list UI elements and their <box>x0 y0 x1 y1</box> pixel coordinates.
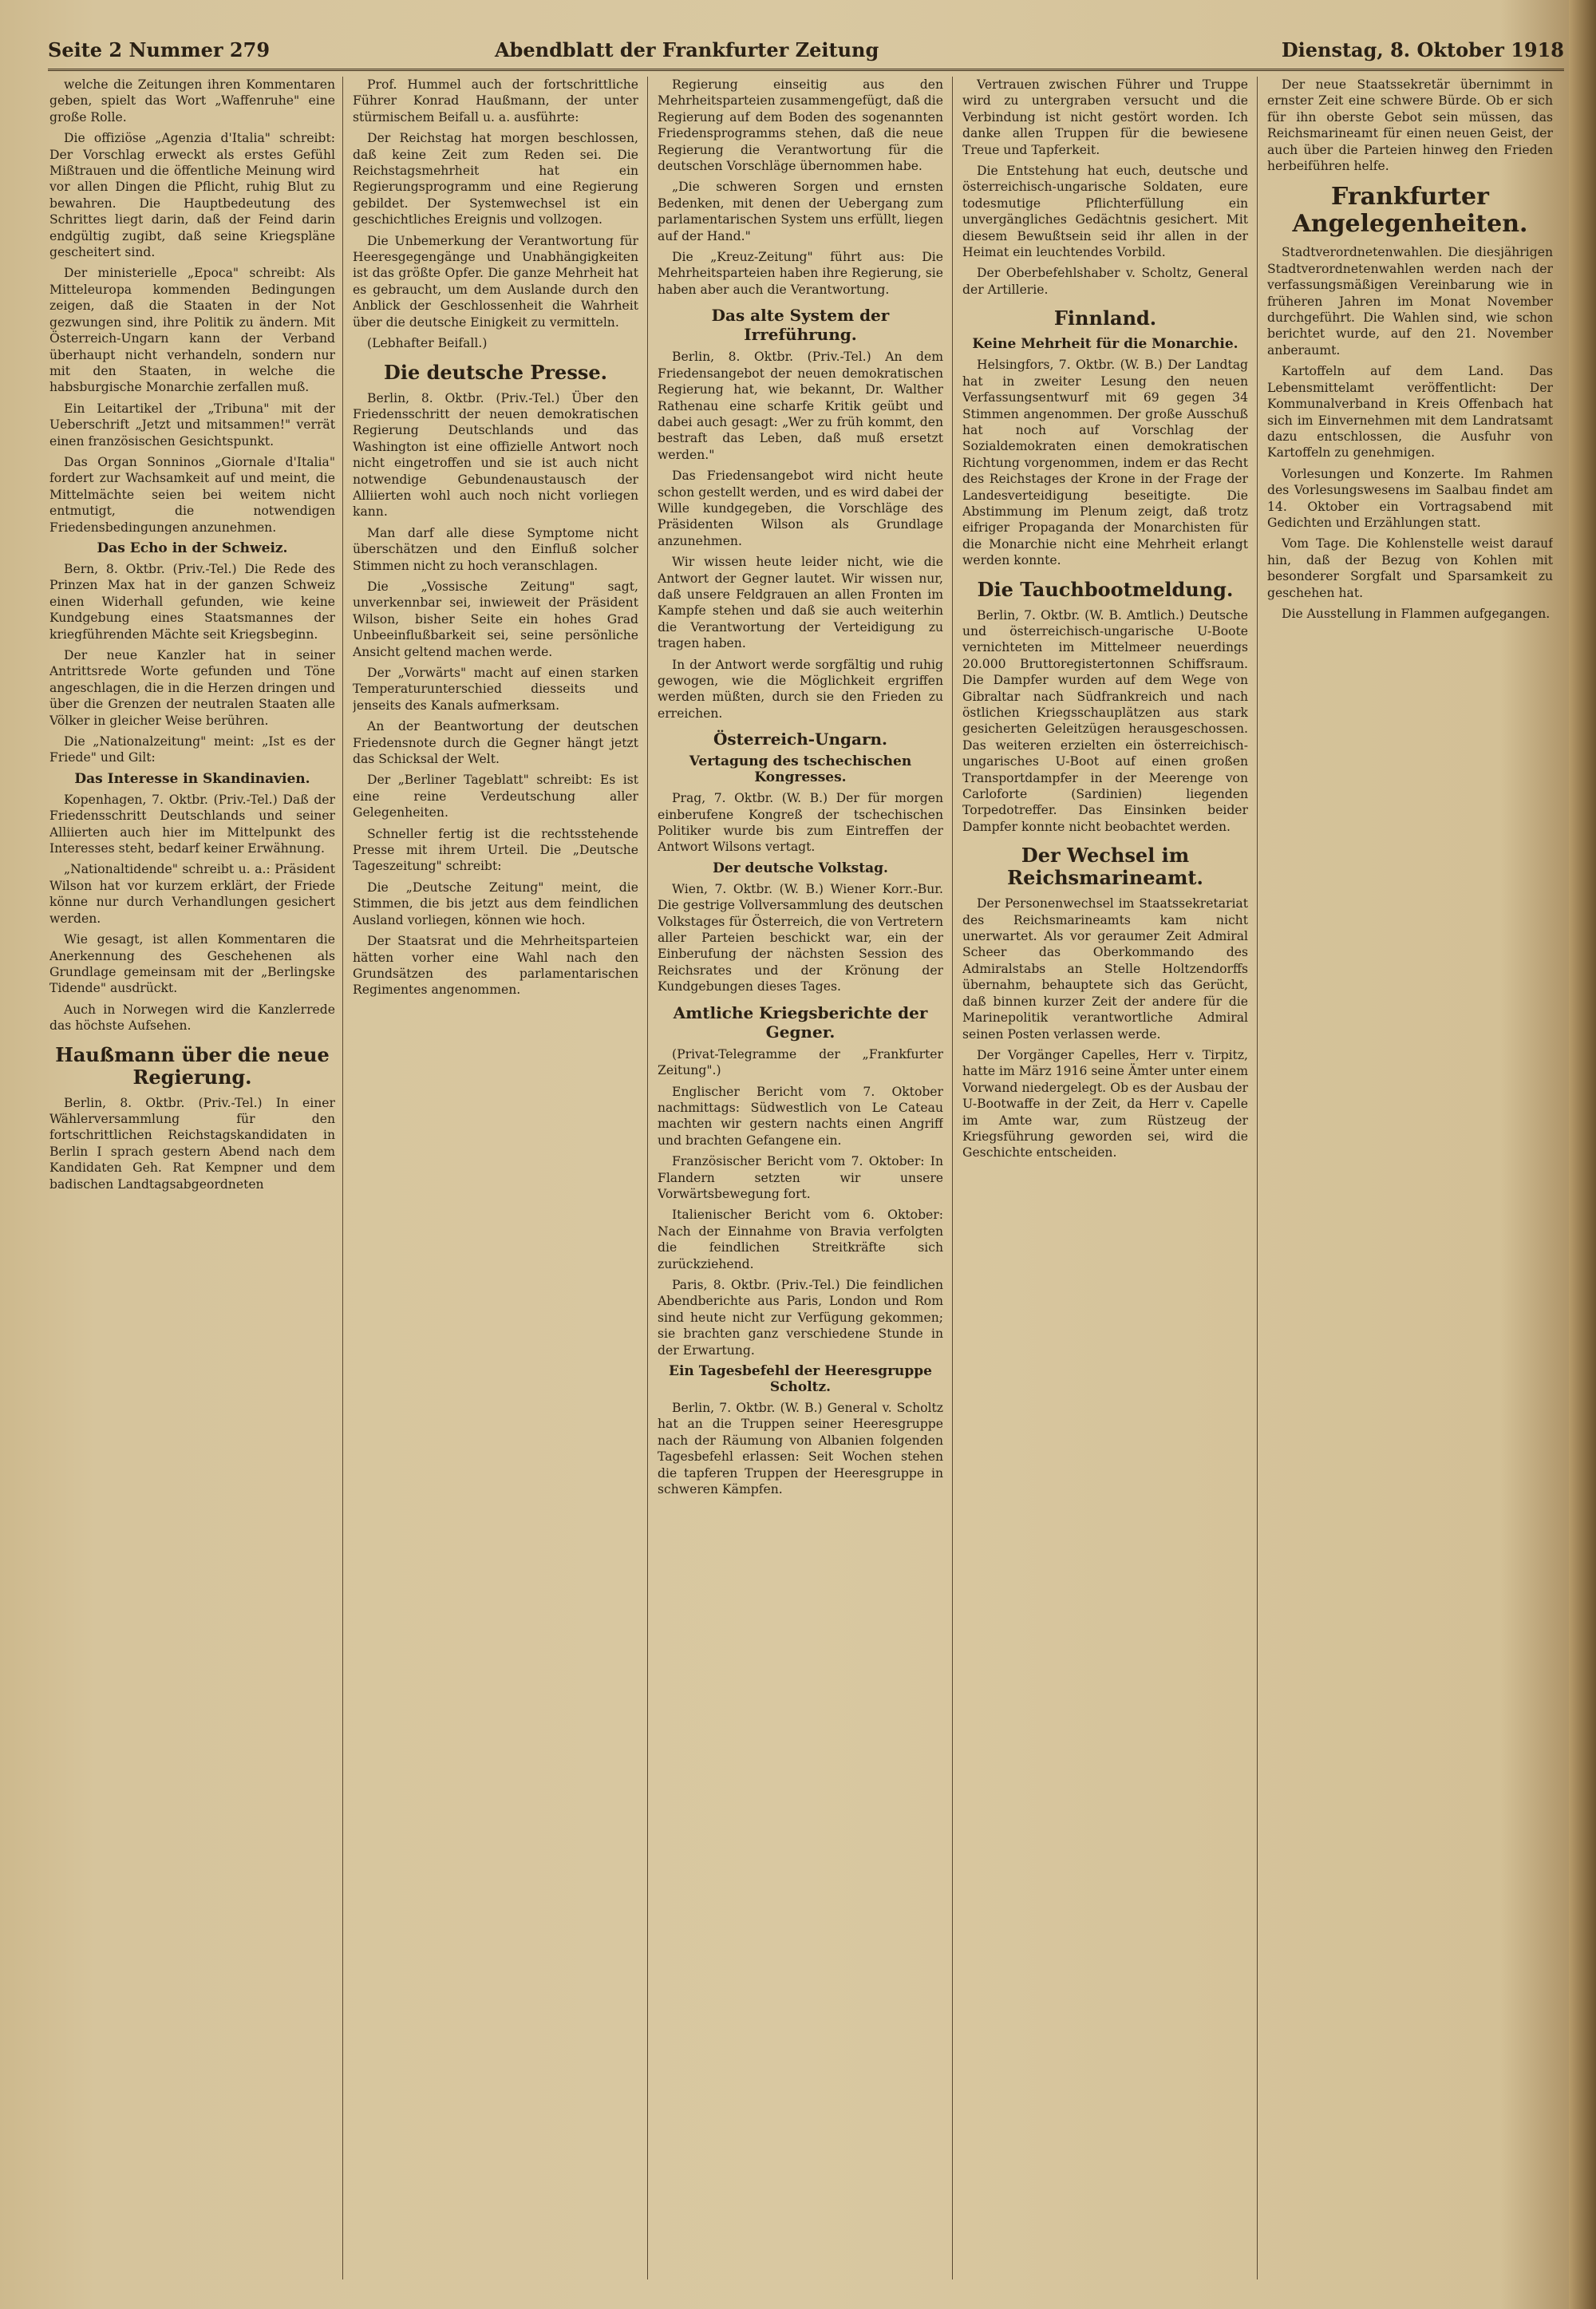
section-heading: Das Echo in der Schweiz. <box>97 540 288 556</box>
article-paragraph: Wie gesagt, ist allen Kommentaren die Anerkennung des Geschehenen als Grundlage gemeinsam mit der „Berlingske Tidende" ausdrückt. <box>49 932 335 996</box>
article-paragraph: Die „Nationalzeitung" meint: „Ist es der Friede" und Gilt: <box>49 734 335 765</box>
column-divider <box>342 77 343 2279</box>
article-paragraph: Vorlesungen und Konzerte. Im Rahmen des Vorlesungswesens im Saalbau findet am 14. Oktober ein Vortragsabend mit Gedichten und Erzählungen statt. <box>1267 466 1553 530</box>
article-paragraph: Vom Tage. Die Kohlenstelle weist darauf hin, daß der Bezug von Kohlen mit besonderer Sorgfalt und Sparsamkeit zu geschehen hat. <box>1267 536 1553 600</box>
article-paragraph: Die offiziöse „Agenzia d'Italia" schreibt: Der Vorschlag erweckt als erstes Gefühl Mißtrauen und die öffentliche Meinung wird vor allen Dingen die Pflicht, ruhig Blut zu bewahren. Die Hauptbedeutung des Schrittes liegt darin, daß der Feind darin endgültig zugibt, daß seine Kriegspläne gescheitert sind. <box>49 131 335 260</box>
masthead <box>48 37 1564 71</box>
article-paragraph: Paris, 8. Oktbr. (Priv.-Tel.) Die feindlichen Abendberichte aus Paris, London und Rom sind heute nicht zur Verfügung gekommen; sie brachten ganz verschiedene Stunde in der Erwartung. <box>658 1277 943 1358</box>
article-paragraph: Der neue Staatssekretär übernimmt in ernster Zeit eine schwere Bürde. Ob er sich für ihn oberste Gebot sein müssen, das Reichsmarineamt für einen neuen Geist, der auch über die Parteien hinweg den Frieden herbeiführen helfe. <box>1267 77 1553 174</box>
article-paragraph: Wien, 7. Oktbr. (W. B.) Wiener Korr.-Bur. Die gestrige Vollversammlung des deutschen Volkstages für Österreich, die von Vertretern aller Parteien beschickt war, ein der Einberufung der nächsten Session des Reichsrates und der Krönung der Kundgebungen dieses Tages. <box>658 881 943 994</box>
article-subheadline: Keine Mehrheit für die Monarchie. <box>972 336 1238 353</box>
article-paragraph: (Privat-Telegramme der „Frankfurter Zeitung".) <box>658 1046 943 1078</box>
article-paragraph: Das Organ Sonninos „Giornale d'Italia" fordert zur Wachsamkeit auf und meint, die Mittelmächte seien bei weitem nicht entmutigt, die notwendigen Friedensbedingungen anzunehmen. <box>49 454 335 535</box>
newspaper-title: Abendblatt der Frankfurter Zeitung <box>495 38 879 61</box>
article-paragraph: Die „Vossische Zeitung" sagt, unverkennbar sei, inwieweit der Präsident Wilson, bisher Seite ein hohes Grad Unbeeinflußbarkeit sei, seine persönliche Ansicht geltend machen werde. <box>353 579 638 659</box>
article-paragraph: Bern, 8. Oktbr. (Priv.-Tel.) Die Rede des Prinzen Max hat in der ganzen Schweiz einen Widerhall gefunden, wie keine Kundgebung eines Staatsmannes der kriegführenden Mächte seit Kriegsbeginn. <box>49 561 335 642</box>
article-paragraph: Man darf alle diese Symptome nicht überschätzen und den Einfluß solcher Stimmen nicht zu hoch veranschlagen. <box>353 525 638 573</box>
article-paragraph: Wir wissen heute leider nicht, wie die Antwort der Gegner lautet. Wir wissen nur, daß unsere Feldgrauen an allen Fronten im Kampfe stehen und daß sie auch weiterhin die Verantwortung der Verteidigung zu tragen haben. <box>658 555 943 651</box>
column-1 <box>49 77 335 2279</box>
article-paragraph: Schneller fertig ist die rechtsstehende Presse mit ihrem Urteil. Die „Deutsche Tageszeitung" schreibt: <box>353 826 638 874</box>
section-headline: Frankfurter Angelegenheiten. <box>1292 183 1528 239</box>
article-paragraph: Der Reichstag hat morgen beschlossen, daß keine Zeit zum Reden sei. Die Reichstagsmehrheit hat ein Regierungsprogramm und eine Regierung gebildet. Der Systemwechsel ist ein geschichtliches Ereignis und vollzogen. <box>353 131 638 227</box>
article-paragraph: Die Unbemerkung der Verantwortung für Heeresgegengänge und Unabhängigkeiten ist das größte Opfer. Die ganze Mehrheit hat es gebraucht, um dem Auslande durch den Anblick der Geschlossenheit die Wahrheit über die deutsche Einigkeit zu vermitteln. <box>353 233 638 330</box>
article-paragraph: Der „Berliner Tageblatt" schreibt: Es ist eine reine Verdeutschung aller Gelegenheiten. <box>353 773 638 820</box>
article-paragraph: (Lebhafter Beifall.) <box>367 336 488 351</box>
article-paragraph: welche die Zeitungen ihren Kommentaren geben, spielt das Wort „Waffenruhe" eine große Rolle. <box>49 77 335 125</box>
column-divider <box>952 77 953 2279</box>
column-4 <box>962 77 1248 2279</box>
column-divider <box>647 77 648 2279</box>
article-paragraph: Kartoffeln auf dem Land. Das Lebensmittelamt veröffentlicht: Der Kommunalverband in Kreis Offenbach hat sich im Einvernehmen mit dem Landratsamt dazu entschlossen, die Ausfuhr von Kartoffeln zu genehmigen. <box>1267 364 1553 461</box>
article-paragraph: Die „Deutsche Zeitung" meint, die Stimmen, die bis jetzt aus dem feindlichen Ausland vorliegen, können wie hoch. <box>353 880 638 927</box>
issue-date: Dienstag, 8. Oktober 1918 <box>1281 38 1564 61</box>
article-paragraph: Auch in Norwegen wird die Kanzlerrede das höchste Aufsehen. <box>49 1002 335 1034</box>
article-paragraph: Vertrauen zwischen Führer und Truppe wird zu untergraben versucht und die Verbindung ist nicht gestört worden. Ich danke allen Truppen für die bewiesene Treue und Tapferkeit. <box>962 77 1248 157</box>
article-paragraph: Französischer Bericht vom 7. Oktober: In Flandern setzten wir unsere Vorwärtsbewegung fort. <box>658 1154 943 1201</box>
article-paragraph: „Nationaltidende" schreibt u. a.: Präsident Wilson hat vor kurzem erklärt, der Friede könne nur durch Verhandlungen gesichert werden. <box>49 862 335 926</box>
article-headline: Die deutsche Presse. <box>384 360 607 384</box>
article-headline: Finnland. <box>1053 306 1157 330</box>
section-heading: Das Interesse in Skandinavien. <box>74 770 310 787</box>
section-heading: Österreich-Ungarn. <box>713 729 888 749</box>
article-paragraph: Berlin, 8. Oktbr. (Priv.-Tel.) In einer Wählerversammlung für den fortschrittlichen Reichstagskandidaten in Berlin I sprach gestern Abend nach dem Kandidaten Geh. Rat Kempner und dem badischen Landtagsabgeordneten <box>49 1095 335 1192</box>
article-headline: Ein Tagesbefehl der Heeresgruppe Scholtz. <box>669 1363 932 1395</box>
article-paragraph: Prag, 7. Oktbr. (W. B.) Der für morgen einberufene Kongreß der tschechischen Politiker wurde bis zum Eintreffen der Antwort Wilsons vertagt. <box>658 791 943 855</box>
article-headline: Vertagung des tschechischen Kongresses. <box>689 753 912 786</box>
article-paragraph: Ein Leitartikel der „Tribuna" mit der Ueberschrift „Jetzt und mitsammen!" verrät einen französischen Gesichtspunkt. <box>49 401 335 449</box>
article-paragraph: Prof. Hummel auch der fortschrittliche Führer Konrad Haußmann, der unter stürmischem Beifall u. a. ausführte: <box>353 77 638 125</box>
article-headline: Das alte System der Irreführung. <box>711 306 890 345</box>
article-paragraph: Die „Kreuz-Zeitung" führt aus: Die Mehrheitsparteien haben ihre Regierung, sie haben aber auch die Verantwortung. <box>658 250 943 297</box>
article-paragraph: Der Vorgänger Capelles, Herr v. Tirpitz, hatte im März 1916 seine Ämter unter einem Vorwand niedergelegt. Ob es der Ausbau der U-Bootwaffe in der Zeit, da Herr v. Capelle im Amte war, zum Rüstzeug der Kriegsführung geworden sei, wird die Geschichte entscheiden. <box>962 1047 1248 1160</box>
column-3 <box>658 77 943 2279</box>
article-paragraph: Der Staatsrat und die Mehrheitsparteien hätten vorher eine Wahl nach den Grundsätzen des parlamentarischen Regimentes angenommen. <box>353 934 638 998</box>
column-2 <box>353 77 638 2279</box>
article-paragraph: Die Ausstellung in Flammen aufgegangen. <box>1282 606 1551 621</box>
column-divider <box>1257 77 1258 2279</box>
article-paragraph: Berlin, 8. Oktbr. (Priv.-Tel.) Über den Friedensschritt der neuen demokratischen Regierung Deutschlands und das Washington ist eine offizielle Antwort noch nicht eingetroffen und sie ist auch nicht notwendige Gebundenaustausch der Alliierten wohl auch noch nicht vorliegen kann. <box>353 390 638 520</box>
article-paragraph: Kopenhagen, 7. Oktbr. (Priv.-Tel.) Daß der Friedensschritt Deutschlands und seiner Alliierten auch hier im Mittelpunkt des Interesses steht, bedarf keiner Erwähnung. <box>49 792 335 856</box>
article-paragraph: Regierung einseitig aus den Mehrheitsparteien zusammengefügt, daß die Regierung auf dem Boden des sogenannten Friedensprogramms stehen, daß die neue Regierung die Verantwortung für die deutschen Vorschläge übernommen habe. <box>658 77 943 174</box>
article-paragraph: In der Antwort werde sorgfältig und ruhig gewogen, wie die Möglichkeit ergriffen werden müßten, durch sie den Frieden zu erreichen. <box>658 657 943 721</box>
column-5 <box>1267 77 1553 2279</box>
article-paragraph: Die Entstehung hat euch, deutsche und österreichisch-ungarische Soldaten, eure todesmutige Pflichterfüllung ein unvergängliches Gedächtnis gesichert. Mit diesem Bewußtsein seid ihr allen in der Heimat ein leuchtendes Vorbild. <box>962 164 1248 260</box>
article-headline: Amtliche Kriegsberichte der Gegner. <box>673 1002 928 1042</box>
article-paragraph: Stadtverordnetenwahlen. Die diesjährigen Stadtverordnetenwahlen werden nach der verfassungsmäßigen Vereinbarung wie in früheren Jahren im Monat November durchgeführt. Die Wahlen sind, wie schon berichtet wurde, auf den 21. November anberaumt. <box>1267 245 1553 358</box>
article-headline: Haußmann über die neue Regierung. <box>55 1042 330 1089</box>
article-paragraph: Berlin, 7. Oktbr. (W. B.) General v. Scholtz hat an die Truppen seiner Heeresgruppe nach der Räumung von Albanien folgenden Tagesbefehl erlassen: Seit Wochen stehen die tapferen Truppen der Heeresgruppe in schweren Kämpfen. <box>658 1401 943 1497</box>
article-paragraph: Berlin, 8. Oktbr. (Priv.-Tel.) An dem Friedensangebot der neuen demokratischen Regierung hat, wie bekannt, Dr. Walther Rathenau eine scharfe Kritik geübt und dabei auch gesagt: „Wer zu früh kommt, den bestraft das Leben, daß muß ersetzt werden." <box>658 350 943 462</box>
article-paragraph: Der Personenwechsel im Staatssekretariat des Reichsmarineamts kam nicht unerwartet. Als vor geraumer Zeit Admiral Scheer das Oberkommando des Admiralstabs an Stelle Holtzendorffs übernahm, behauptete sich das Gerücht, daß binnen kurzer Zeit der andere für die Marinepolitik verantwortliche Admiral seinen Posten verlassen werde. <box>962 896 1248 1042</box>
article-paragraph: Der „Vorwärts" macht auf einen starken Temperaturunterschied diesseits und jenseits des Kanals aufmerksam. <box>353 666 638 713</box>
article-headline: Der deutsche Volkstag. <box>713 860 888 876</box>
article-paragraph: Englischer Bericht vom 7. Oktober nachmittags: Südwestlich von Le Cateau machten wir gestern nachts einen Angriff und brachten Gefangene ein. <box>658 1084 943 1148</box>
article-paragraph: Der ministerielle „Epoca" schreibt: Als Mitteleuropa kommenden Bedingungen zeigen, daß die Staaten in der Not gezwungen sind, ihre Politik zu ändern. Mit Österreich-Ungarn kann der Verband überhaupt nicht verhandeln, sondern nur mit den Staaten, in welche die habsburgische Monarchie zerfallen muß. <box>49 266 335 395</box>
article-paragraph: An der Beantwortung der deutschen Friedensnote durch die Gegner hängt jetzt das Schicksal der Welt. <box>353 719 638 767</box>
article-paragraph: Das Friedensangebot wird nicht heute schon gestellt werden, und es wird dabei der Wille kundgegeben, die Vorschläge des Präsidenten Wilson als Grundlage anzunehmen. <box>658 469 943 548</box>
article-headline: Der Wechsel im Reichsmarineamt. <box>1007 844 1203 890</box>
article-paragraph: Der Oberbefehlshaber v. Scholtz, General der Artillerie. <box>962 266 1248 297</box>
article-paragraph: „Die schweren Sorgen und ernsten Bedenken, mit denen der Uebergang zum parlamentarischen System uns erfüllt, liegen auf der Hand." <box>658 180 943 243</box>
article-paragraph: Berlin, 7. Oktbr. (W. B. Amtlich.) Deutsche und österreichisch-ungarische U-Boote vernichteten im Mittelmeer neuerdings 20.000 Bruttoregistertonnen Schiffsraum. Die Dampfer wurden auf dem Wege von Gibraltar nach Südfrankreich und nach östlichen Kriegsschauplätzen aus stark gesicherten Geleitzügen herausgeschossen. Das weiteren erzielten ein österreichisch-ungarisches U-Boot auf einen großen Transportdampfer in der Meerenge von Carloforte (Sardinien) liegenden Torpedotreffer. Das Einsinken beider Dampfer konnte nicht beobachtet werden. <box>962 607 1248 834</box>
page-binding-edge <box>1569 0 1596 2309</box>
article-paragraph: Helsingfors, 7. Oktbr. (W. B.) Der Landtag hat in zweiter Lesung den neuen Verfassungsentwurf mit 69 gegen 34 Stimmen angenommen. Der große Ausschuß hat noch auf Vorschlag der Sozialdemokraten einen demokratischen Richtung vorgenommen, indem er das Recht des Reichstages der Krone in der Frage der Landesverteidigung beseitigte. Die Abstimmung im Plenum zeigt, daß trotz eifriger Propaganda der Monarchisten für die Monarchie nicht eine Mehrheit erlangt werden konnte. <box>962 358 1248 568</box>
article-paragraph: Der neue Kanzler hat in seiner Antrittsrede Worte gefunden und Töne angeschlagen, die in die Herzen dringen und über die Grenzen der neutralen Staaten alle Völker in gleicher Weise berühren. <box>49 648 335 728</box>
page-number: Seite 2 Nummer 279 <box>48 38 271 61</box>
article-paragraph: Italienischer Bericht vom 6. Oktober: Nach der Einnahme von Bravia verfolgten die feindlichen Streitkräfte sich zurückziehend. <box>658 1208 943 1271</box>
article-headline: Die Tauchbootmeldung. <box>977 577 1234 601</box>
